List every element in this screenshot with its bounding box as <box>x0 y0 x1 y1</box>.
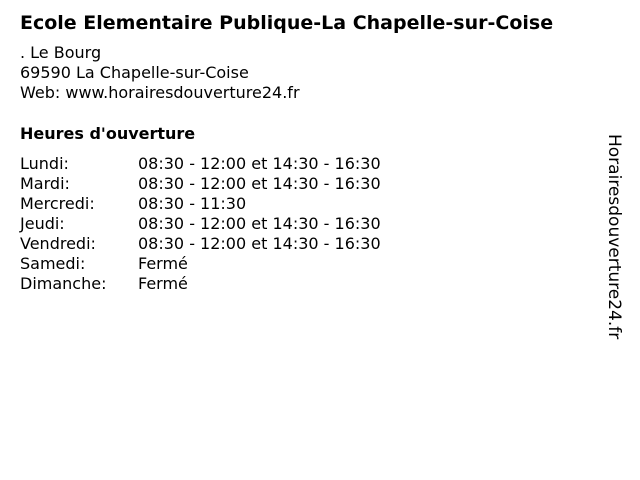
day-label: Mardi: <box>20 174 70 193</box>
address-block <box>20 43 300 103</box>
time-value: Fermé <box>138 274 188 293</box>
time-value: 08:30 - 12:00 et 14:30 - 16:30 <box>138 234 381 253</box>
opening-hours-table <box>20 154 381 294</box>
website-text: Web: www.horairesdouverture24.fr <box>20 83 300 102</box>
hours-row-jeudi <box>20 214 381 234</box>
time-value: 08:30 - 12:00 et 14:30 - 16:30 <box>138 154 381 173</box>
hours-row-lundi <box>20 154 381 174</box>
time-value: 08:30 - 11:30 <box>138 194 247 213</box>
day-label: Mercredi: <box>20 194 95 213</box>
hours-row-vendredi <box>20 234 381 254</box>
hours-row-samedi <box>20 254 381 274</box>
street-address: . Le Bourg <box>20 43 102 62</box>
day-label: Vendredi: <box>20 234 96 253</box>
day-label: Lundi: <box>20 154 69 173</box>
time-value: 08:30 - 12:00 et 14:30 - 16:30 <box>138 174 381 193</box>
opening-hours-heading: Heures d'ouverture <box>20 124 196 143</box>
hours-row-mercredi <box>20 194 381 214</box>
hours-row-mardi <box>20 174 381 194</box>
time-value: Fermé <box>138 254 188 273</box>
hours-row-dimanche <box>20 274 381 294</box>
day-label: Jeudi: <box>20 214 65 233</box>
page-title: Ecole Elementaire Publique-La Chapelle-sur-Coise <box>20 12 554 34</box>
day-label: Dimanche: <box>20 274 107 293</box>
site-watermark: Horairesdouverture24.fr <box>604 134 624 340</box>
day-label: Samedi: <box>20 254 86 273</box>
city-address: 69590 La Chapelle-sur-Coise <box>20 63 249 82</box>
time-value: 08:30 - 12:00 et 14:30 - 16:30 <box>138 214 381 233</box>
